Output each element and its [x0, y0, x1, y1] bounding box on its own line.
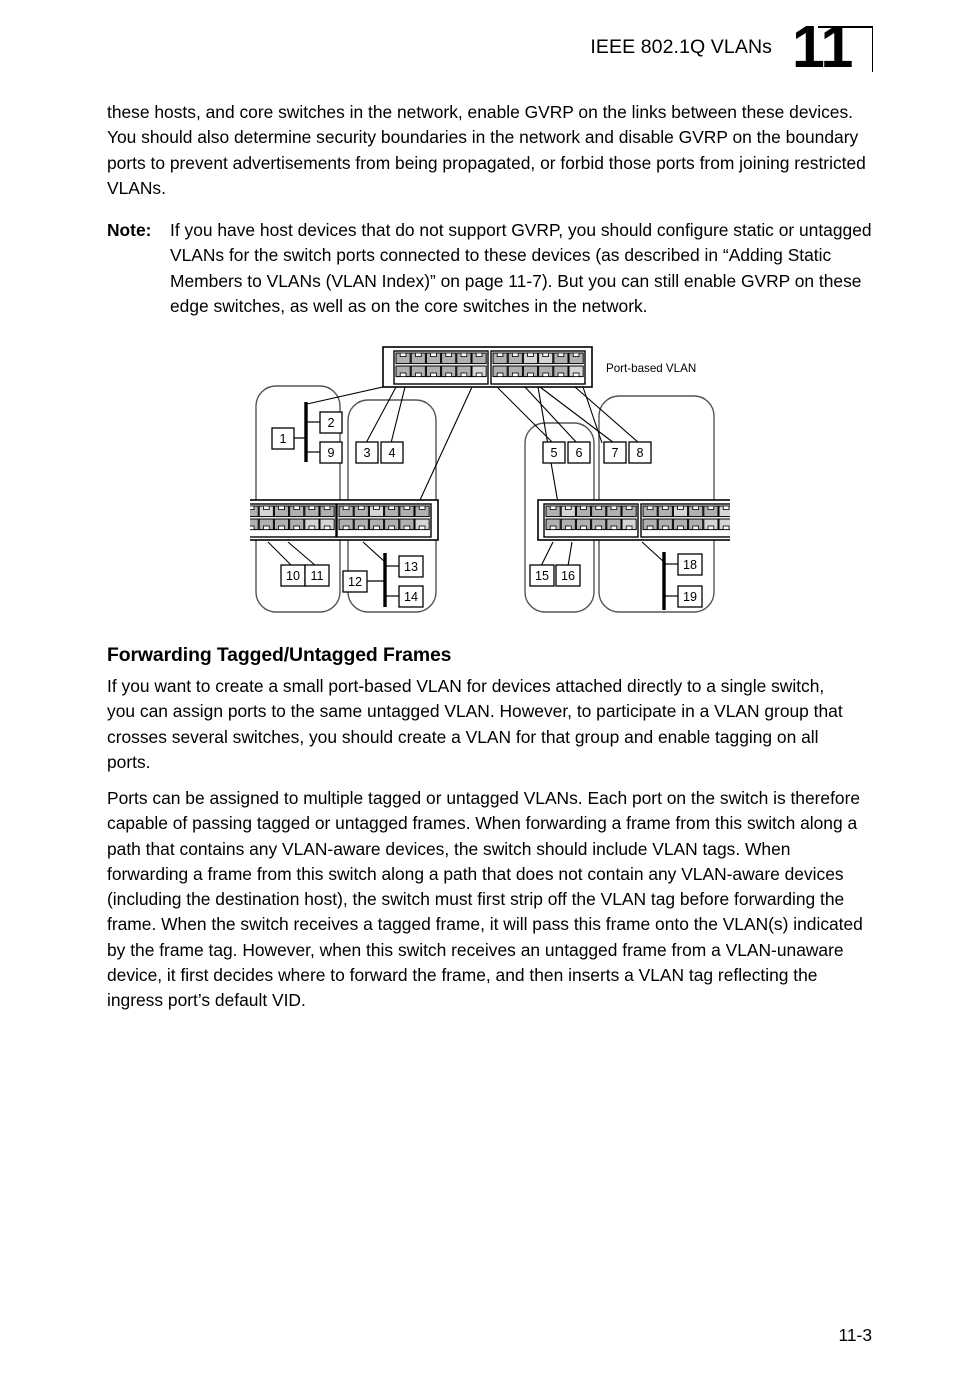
page-header	[0, 0, 954, 90]
port-label-8: 8	[636, 445, 644, 460]
port-box-6	[568, 442, 590, 463]
port-box-1	[272, 428, 294, 449]
chapter-number: 11	[792, 14, 853, 80]
section-heading: Forwarding Tagged/Untagged Frames	[107, 644, 452, 666]
port-label-5: 5	[550, 445, 558, 460]
port-box-4	[381, 442, 403, 463]
port-box-13	[399, 556, 423, 577]
port-box-16	[556, 565, 580, 586]
port-box-19	[678, 586, 702, 607]
port-label-7: 7	[611, 445, 619, 460]
port-label-10: 10	[285, 568, 301, 583]
port-box-2	[320, 412, 342, 433]
paragraph-ports: Ports can be assigned to multiple tagged or untagged VLANs. Each port on the switch is therefore capable of passing tagged or untagged frames. When forwarding a frame from this switch along a path that contains any VLAN-aware devices, the switch should include VLAN tags. When forwarding a frame from this switch along a path that does not contain any VLAN-aware devices (including the destination host), the switch must first strip off the VLAN tag before forwarding the frame. When the switch receives a tagged frame, it will pass this frame onto the VLAN(s) indicated by the frame tag. However, when this switch receives an untagged frame from a VLAN-unaware device, it first decides where to forward the frame, and then inserts a VLAN tag reflecting the ingress port’s default VID.	[107, 788, 863, 1011]
page-number: 11-3	[838, 1325, 872, 1345]
port-label-1: 1	[279, 431, 287, 446]
port-label-11: 11	[310, 568, 324, 583]
port-box-9	[320, 442, 342, 463]
port-box-14	[399, 586, 423, 607]
port-box-5	[543, 442, 565, 463]
diagram-caption: Port-based VLAN	[606, 362, 697, 375]
port-label-16: 16	[560, 568, 576, 583]
port-box-18	[678, 554, 702, 575]
port-label-2: 2	[327, 415, 335, 430]
note-block	[107, 218, 877, 319]
port-label-13: 13	[403, 559, 419, 574]
paragraph-intro: these hosts, and core switches in the network, enable GVRP on the links between these devices. You should also determine security boundaries in the network and disable GVRP on the boundary ports to prevent advertisements from being propagated, or forbid those ports from joining restricted VLANs.	[107, 102, 866, 198]
port-label-3: 3	[363, 445, 371, 460]
port-label-19: 19	[682, 589, 698, 604]
port-label-6: 6	[575, 445, 583, 460]
port-label-9: 9	[327, 445, 335, 460]
bottom-right-switch	[538, 500, 730, 540]
leader-lines	[268, 542, 664, 566]
port-box-12	[343, 571, 367, 592]
note-label: Note:	[107, 220, 152, 240]
port-box-8	[629, 442, 651, 463]
port-label-15: 15	[534, 568, 550, 583]
port-label-14: 14	[403, 589, 419, 604]
port-based-vlan-diagram	[250, 340, 730, 630]
port-label-18: 18	[682, 557, 698, 572]
port-box-7	[604, 442, 626, 463]
chapter-rule-right	[872, 26, 874, 72]
port-box-3	[356, 442, 378, 463]
port-box-10	[281, 565, 305, 586]
port-label-4: 4	[388, 445, 396, 460]
port-label-12: 12	[347, 574, 363, 589]
bottom-left-switch	[250, 500, 438, 540]
header-title: IEEE 802.1Q VLANs	[590, 36, 772, 58]
top-switch	[383, 347, 592, 387]
port-box-11	[305, 565, 329, 586]
port-box-15	[530, 565, 554, 586]
paragraph-forwarding: If you want to create a small port-based VLAN for devices attached directly to a single switch, you can assign ports to the same untagged VLAN. However, to participate in a VLAN group that crosses several switches, you should create a VLAN for that group and enable tagging on all ports.	[107, 676, 843, 772]
note-text: If you have host devices that do not support GVRP, you should configure static or untagged VLANs for the switch ports connected to these devices (as described in “Adding Static Members to VLANs (VLAN Index)” on page 11-7). But you can still enable GVRP on these edge switches, as well as on the core switches in the network.	[170, 220, 872, 316]
